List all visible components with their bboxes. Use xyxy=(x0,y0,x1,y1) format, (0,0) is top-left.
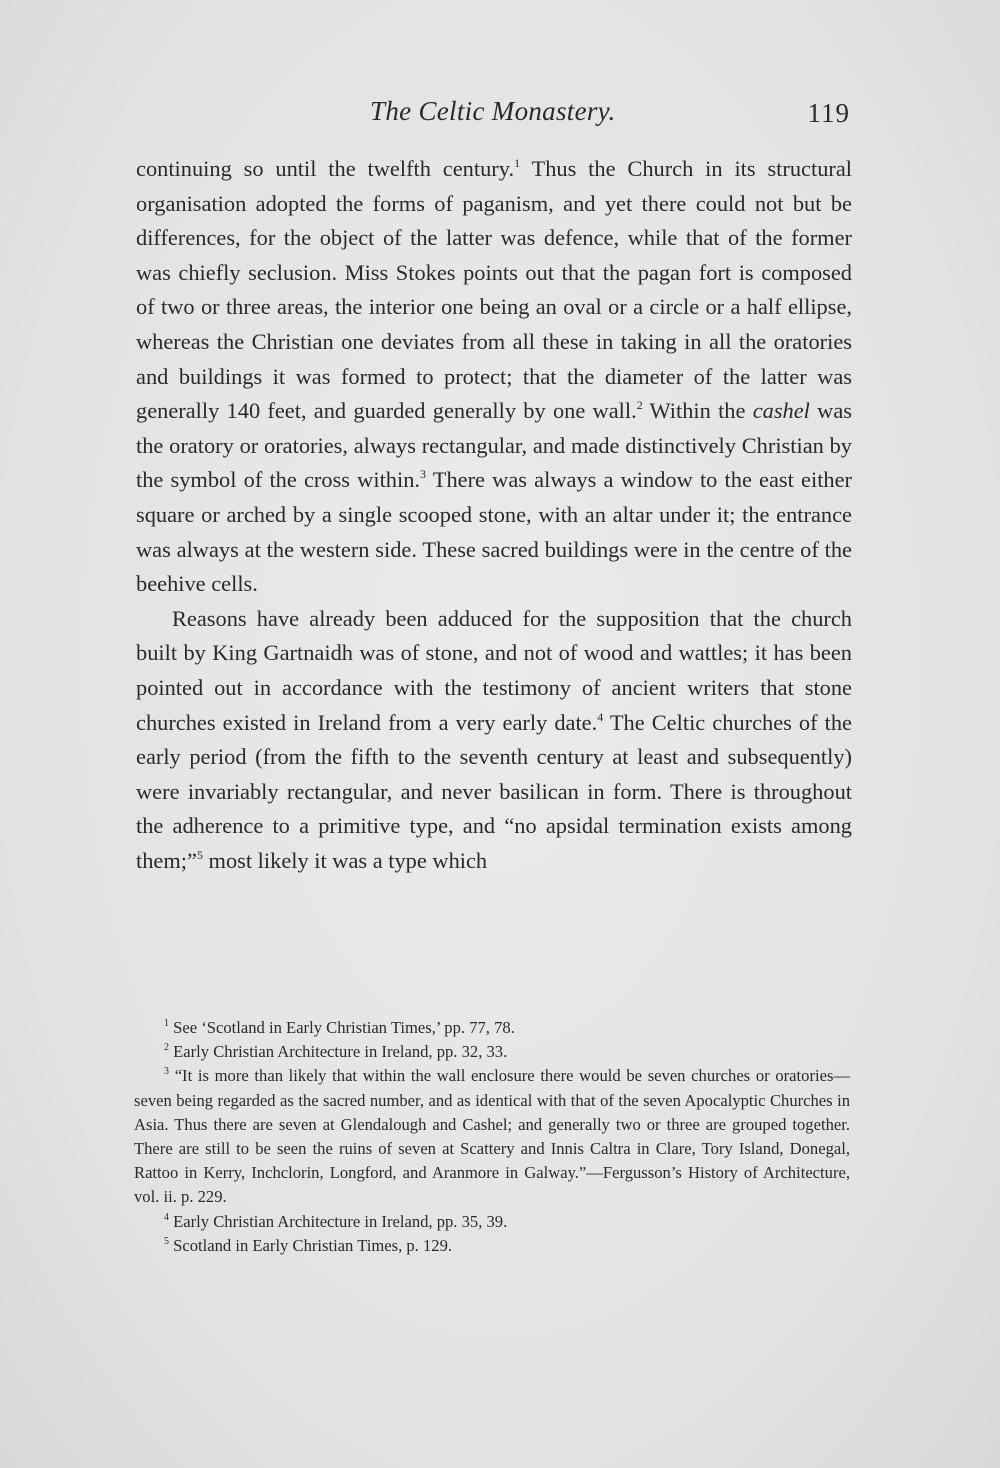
paragraph-2-text-b: The Celtic churches of the early period (from the fifth to the seventh century at least and subsequently) were invariably rectangular, and never basilican in form. There is throughout the adherence to a primitive type, and “no apsidal termination exists among them;” xyxy=(136,709,852,873)
footnote-text: “It is more than likely that within the wall enclosure there would be seven churches or oratories—seven being regarded as the sacred number, and as identical with that of the seven Apocalyptic Churches in Asia. Thus there are seven at Glendalough and Cashel; and generally two or three are grouped together. There are still to be seen the ruins of seven at Scattery and Innis Caltra in Clare, Tory Island, Donegal, Rattoo in Kerry, Inchclorin, Longford, and Aranmore in Galway.”—Fergusson’s History of Architecture, vol. ii. p. 229. xyxy=(134,1066,850,1207)
footnote-marker: 1 xyxy=(164,1018,169,1029)
footnote-text: Early Christian Architecture in Ireland, pp. 32, 33. xyxy=(169,1042,508,1062)
paragraph-1-text-d: was the oratory or oratories, always rectangular, and made distinctively Christian by the symbol of the cross within. xyxy=(136,398,852,493)
paragraph-2-text-c: most likely it was a type which xyxy=(202,847,488,873)
footnote-5 xyxy=(134,1234,850,1258)
footnote-marker: 5 xyxy=(164,1235,169,1247)
page-header xyxy=(140,96,852,136)
page-number: 119 xyxy=(807,98,850,128)
main-text xyxy=(136,152,852,878)
footnote-marker: 2 xyxy=(164,1042,169,1054)
running-title: The Celtic Monastery. xyxy=(370,96,616,126)
footnote-ref-5: 5 xyxy=(196,847,203,862)
footnote-ref-3: 3 xyxy=(420,467,427,482)
footnote-marker: 4 xyxy=(164,1211,169,1223)
footnote-2 xyxy=(134,1040,850,1064)
paragraph-1-text-e: There was always a window to the east either square or arched by a single scooped stone, with an altar under it; the entrance was always at the western side. These sacred buildings were in the centre of the beehive cells. xyxy=(136,467,853,597)
footnote-3 xyxy=(134,1064,850,1209)
italic-term-cashel: cashel xyxy=(752,398,810,424)
paragraph-1-text-c: Within the xyxy=(642,398,753,424)
paragraph-1-text-a: continuing so until the twelfth century. xyxy=(136,156,515,181)
footnote-ref-4: 4 xyxy=(597,709,604,724)
paragraph-2-text-a: Reasons have already been adduced for the supposition that the church built by King Gartnaidh was of stone, and not of wood and wattles; it has been pointed out in accordance with the testimony of ancient writers that stone churches existed in Ireland from a very early date. xyxy=(136,605,852,735)
footnotes xyxy=(134,1016,850,1258)
footnote-text: Scotland in Early Christian Times, p. 129. xyxy=(169,1235,453,1255)
paragraph-1 xyxy=(136,152,852,602)
footnote-ref-2: 2 xyxy=(636,398,643,413)
footnote-text: See ‘Scotland in Early Christian Times,’ pp. 77, 78. xyxy=(169,1018,515,1037)
footnote-ref-1: 1 xyxy=(514,156,521,170)
footnote-marker: 3 xyxy=(164,1066,169,1078)
paragraph-1-text-b: Thus the Church in its structural organisation adopted the forms of paganism, and yet there could not but be differences, for the object of the latter was defence, while that of the former was chiefly seclusion. Miss Stokes points out that the pagan fort is composed of two or three areas, the interior one being an oval or a circle or a half ellipse, whereas the Christian one deviates from all these in taking in all the oratories and buildings it was formed to protect; that the diameter of the latter was generally 140 feet, and guarded generally by one wall. xyxy=(136,156,853,424)
paragraph-2 xyxy=(136,602,852,879)
footnote-1 xyxy=(134,1016,850,1040)
footnote-4 xyxy=(134,1210,850,1234)
footnote-text: Early Christian Architecture in Ireland, pp. 35, 39. xyxy=(169,1211,508,1231)
